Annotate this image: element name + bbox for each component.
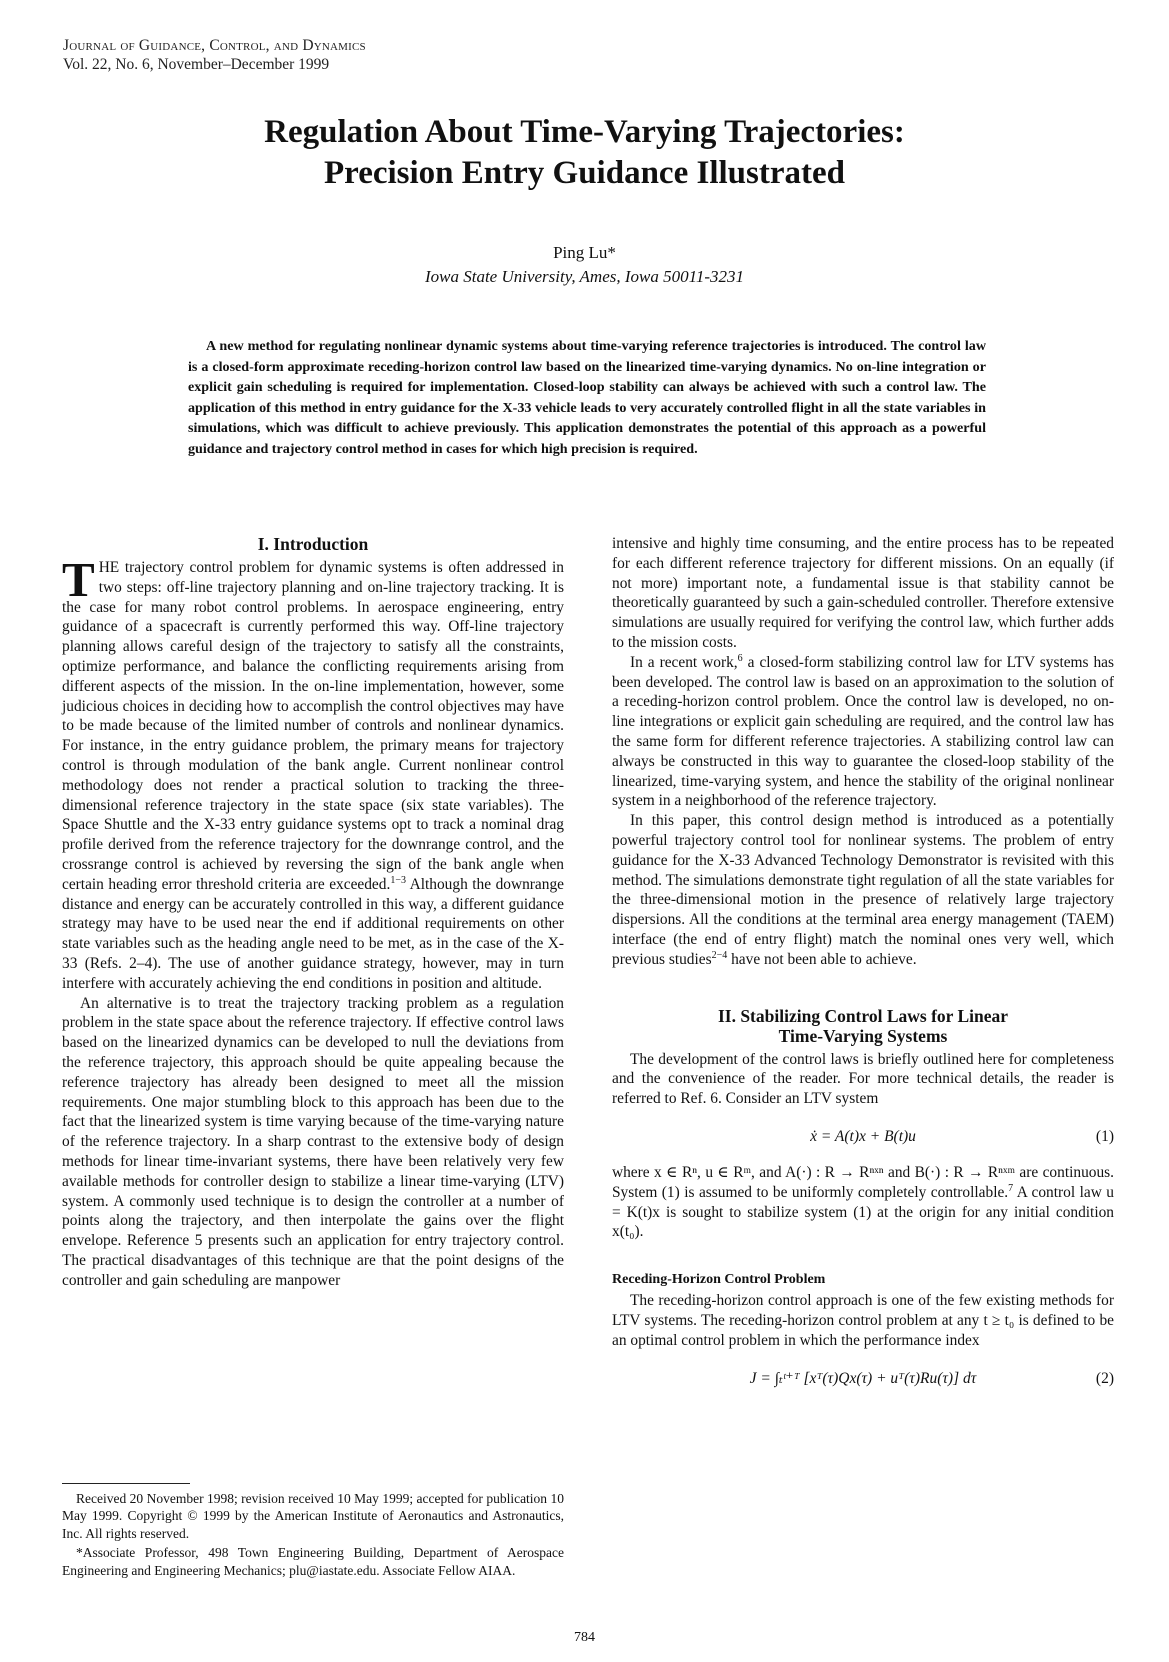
equation-1 xyxy=(612,1119,1114,1153)
left-column xyxy=(62,534,564,1454)
citation-ref: 1−3 xyxy=(390,874,406,886)
intro-p3-rest: a closed-form stabilizing control law for LTV systems has been developed. The control law is based on an approximation to the solution of a receding-horizon control problem. Once the control law is developed, no on-line integrations or explicit gain scheduling are required, and the control law has the same form for different reference trajectories. A stabilizing control law can always be constructed in this way to guarantee the closed-loop stability of the linearized, time-varying system, and hence the stability of the original nonlinear system in a neighborhood of the reference trajectory. xyxy=(612,653,1114,810)
right-column xyxy=(612,534,1114,1584)
section-heading-line-1: II. Stabilizing Control Laws for Linear xyxy=(717,1005,1009,1026)
intro-paragraph-4 xyxy=(612,811,1114,969)
journal-name: Journal of Guidance, Control, and Dynamics xyxy=(63,37,366,54)
citation-ref: 6 xyxy=(737,652,743,664)
equation-1-number: (1) xyxy=(1095,1127,1114,1145)
section-heading-introduction: I. Introduction xyxy=(257,534,369,554)
intro-paragraph-2: An alternative is to treat the trajectory tracking problem as a regulation problem in the state space about the reference trajectory. If effective control laws based on the linearized dynamics can be developed to null the deviations from the reference trajectory, this approach should be quite appealing because the reference trajectory has already been designed to meet all the mission requirements. One major stumbling block to this approach has been due to the fact that the linearized system is time varying because of the time-varying nature of the reference trajectory. In a sharp contrast to the extensive body of design methods for linear time-invariant systems, there have been relatively very few available methods for controller design to stabilize a linear time-varying (LTV) system. A commonly used technique is to design the controller at a number of points along the trajectory, and then interpolate the gains over the flight envelope. Reference 5 presents such an application for entry trajectory control. The practical disadvantages of this technique are that the point designs of the controller and gain scheduling are manpower xyxy=(62,994,564,1289)
section2-p2-start: where x ∈ Rⁿ, u ∈ Rᵐ, and A(·) : R → Rⁿˣⁿ and B(·) : R → Rⁿˣᵐ are continuous. System (1) is assumed to be uniformly completely controllable. xyxy=(612,1163,1114,1201)
section-heading-stabilizing-control xyxy=(612,1006,1114,1046)
intro-paragraph-3 xyxy=(612,653,1114,811)
footnotes xyxy=(62,1490,564,1581)
intro-p1-text: HE trajectory control problem for dynamic systems is often addressed in two steps: off-line trajectory planning and on-line trajectory tracking. It is the case for many robot control problems. In aerospace engineering, entry guidance of a spacecraft is currently performed this way. Off-line trajectory planning allows careful design of the trajectory to satisfy all the constraints, optimize performance, and balance the conflicting requirements arising from different aspects of the mission. In the on-line implementation, however, some judicious choices in deciding how to accomplish the control objectives may have to be made because of the limited number of controls and nonlinear dynamics. For instance, in the entry guidance problem, the primary means for trajectory control is through modulation of the bank angle. Current nonlinear control methodology does not render a practical solution to tracking the three-dimensional reference trajectory in the state space (six state variables). The Space Shuttle and the X-33 entry guidance systems opt to track a nominal drag profile derived from the reference trajectory for the downrange control, and the crossrange control is achieved by reversing the sign of the bank angle when certain heading error threshold criteria are exceeded. xyxy=(62,559,564,893)
equation-2-number: (2) xyxy=(1095,1369,1114,1387)
author-affiliation: Iowa State University, Ames, Iowa 50011-3231 xyxy=(424,267,745,286)
journal-volume: Vol. 22, No. 6, November–December 1999 xyxy=(63,56,330,73)
section2-p2-rest: A control law u = K(t)x is sought to stabilize system (1) at the origin for any initial condition x(t₀). xyxy=(612,1183,1114,1241)
section-spacer xyxy=(612,970,1114,1006)
section2-paragraph-1: The development of the control laws is briefly outlined here for completeness and the convenience of the reader. For more technical details, the reader is referred to Ref. 6. Consider an LTV system xyxy=(612,1050,1114,1108)
intro-p3-start: In a recent work, xyxy=(630,653,738,671)
footnote-author: *Associate Professor, 498 Town Engineering Building, Department of Aerospace Engineering and Engineering Mechanics; plu@iastate.edu. Associate Fellow AIAA. xyxy=(62,1545,564,1578)
intro-p4-rest: have not been able to achieve. xyxy=(727,950,917,968)
abstract: A new method for regulating nonlinear dynamic systems about time-varying reference trajectories is introduced. The control law is a closed-form approximate receding-horizon control law based on the linearized time-varying dynamics. No on-line integration or explicit gain scheduling is required for implementation. Closed-loop stability can always be achieved with such a control law. The application of this method in entry guidance for the X-33 vehicle leads to very accurately controlled flight in all the state variables in simulations, which was difficult to achieve previously. This application demonstrates the potential of this approach as a powerful guidance and trajectory control method in cases for which high precision is required. xyxy=(188,338,986,457)
page-number: 784 xyxy=(574,1630,595,1645)
drop-cap: T xyxy=(62,552,95,607)
section-heading-line-2: Time-Varying Systems xyxy=(778,1025,948,1046)
citation-ref: 2−4 xyxy=(711,949,728,961)
intro-paragraph-1 xyxy=(62,552,564,994)
paper-title xyxy=(0,112,1169,194)
title-line-1: Regulation About Time-Varying Trajectories: xyxy=(264,114,905,150)
footnote-rule xyxy=(62,1483,190,1484)
equation-1-body: ẋ = A(t)x + B(t)u xyxy=(810,1127,916,1145)
journal-header xyxy=(63,36,366,74)
equation-2-body: J = ∫ₜᵗ⁺ᵀ [xᵀ(τ)Qx(τ) + uᵀ(τ)Ru(τ)] dτ xyxy=(749,1369,977,1387)
footnote-received: Received 20 November 1998; revision received 10 May 1999; accepted for publication 10 May 1999. Copyright © 1999 by the American Institute of Aeronautics and Astronautics, Inc. All rights reserved. xyxy=(62,1491,564,1541)
intro-paragraph-2-continued: intensive and highly time consuming, and the entire process has to be repeated for each different reference trajectory for different missions. On an equally (if not more) important note, a fundamental issue is that stability cannot be theoretically guaranteed by such a gain-scheduled controller. Therefore extensive simulations are usually required for verifying the control law, which further adds to the mission costs. xyxy=(612,535,1114,651)
section2-paragraph-3: The receding-horizon control approach is one of the few existing methods for LTV systems. The receding-horizon control problem at any t ≥ t₀ is defined to be an optimal control problem in which the performance index xyxy=(612,1292,1114,1349)
author-name: Ping Lu* xyxy=(553,243,616,262)
citation-ref: 7 xyxy=(1008,1182,1014,1194)
intro-p1-tail: Although the downrange distance and energy can be accurately controlled in this way, a different guidance strategy may have to be used near the end if additional requirements on other state variables such as the heading angle need to be met, as in the case of the X-33 (Refs. 2–4). The use of another guidance strategy, however, may in turn interfere with accurately achieving the end conditions in position and altitude. xyxy=(62,875,564,992)
section2-paragraph-2 xyxy=(612,1163,1114,1242)
intro-p4-start: In this paper, this control design method is introduced as a potentially powerful trajectory control tool for nonlinear systems. The problem of entry guidance for the X-33 Advanced Technology Demonstrator is revisited with this method. The simulations demonstrate tight regulation of all the state variables for the three-dimensional motion in the presence of relatively large trajectory dispersions. All the conditions at the terminal area energy management (TAEM) interface (the end of entry flight) match the nominal ones very well, which previous studies xyxy=(612,812,1114,968)
subsection-heading: Receding-Horizon Control Problem xyxy=(612,1272,826,1288)
equation-2 xyxy=(612,1361,1114,1395)
title-line-2: Precision Entry Guidance Illustrated xyxy=(324,155,845,191)
